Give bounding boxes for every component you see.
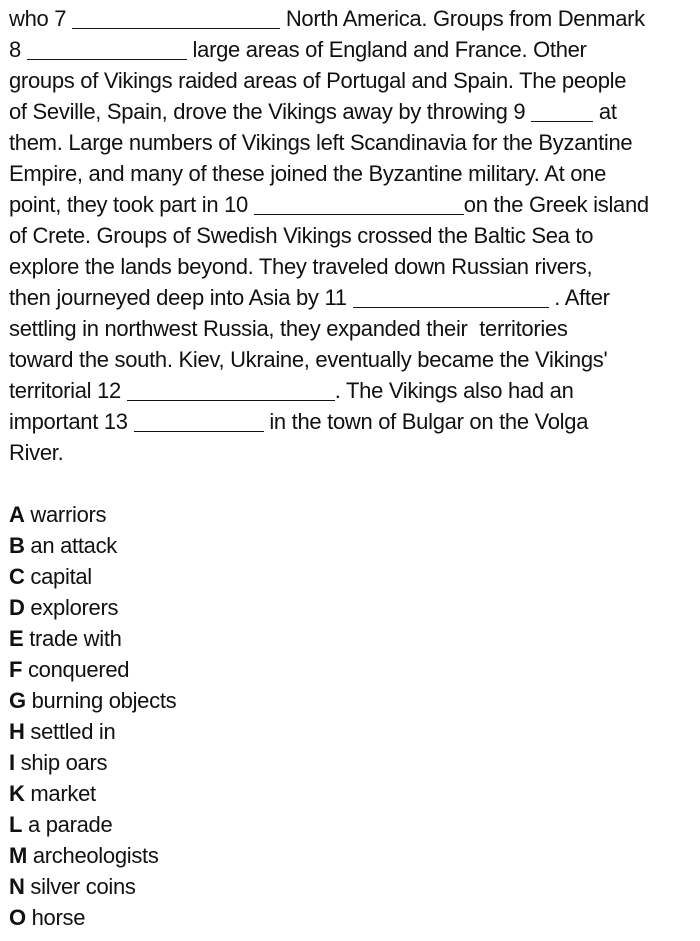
- line-text: River.: [9, 440, 64, 465]
- option-letter: B: [9, 533, 25, 558]
- line-text: North America. Groups from Denmark: [280, 6, 645, 31]
- option-text: ship oars: [20, 750, 108, 775]
- line-text: of Seville, Spain, drove the Vikings away by throwing 9: [9, 99, 532, 124]
- passage-line: [9, 189, 697, 220]
- option-text: explorers: [30, 595, 119, 620]
- passage-line: [9, 406, 697, 437]
- line-text: important 13: [9, 409, 134, 434]
- passage-line: [9, 375, 697, 406]
- option-letter: I: [9, 750, 15, 775]
- option-text: settled in: [30, 719, 116, 744]
- option-item: [9, 623, 697, 654]
- passage-line: [9, 96, 697, 127]
- line-text: Empire, and many of these joined the Byzantine military. At one: [9, 161, 607, 186]
- line-text: point, they took part in 10: [9, 192, 254, 217]
- option-letter: N: [9, 874, 25, 899]
- line-text: 8: [9, 37, 27, 62]
- worksheet: [9, 3, 697, 933]
- line-text: large areas of England and France. Other: [186, 37, 587, 62]
- answer-blank[interactable]: [72, 6, 280, 29]
- option-letter: C: [9, 564, 25, 589]
- answer-blank[interactable]: [134, 409, 264, 432]
- passage-line: [9, 65, 697, 96]
- option-item: [9, 871, 697, 902]
- answer-blank[interactable]: [27, 37, 187, 60]
- option-text: burning objects: [31, 688, 177, 713]
- option-item: [9, 592, 697, 623]
- line-text: toward the south. Kiev, Ukraine, eventually became the Vikings': [9, 347, 608, 372]
- option-letter: E: [9, 626, 24, 651]
- option-text: archeologists: [32, 843, 159, 868]
- answer-blank[interactable]: [531, 99, 593, 122]
- option-letter: O: [9, 905, 26, 930]
- option-item: [9, 716, 697, 747]
- options-list: [9, 499, 697, 933]
- option-letter: M: [9, 843, 28, 868]
- option-letter: H: [9, 719, 25, 744]
- option-letter: F: [9, 657, 23, 682]
- option-item: [9, 654, 697, 685]
- option-item: [9, 499, 697, 530]
- option-item: [9, 685, 697, 716]
- option-text: silver coins: [30, 874, 136, 899]
- passage-line: [9, 282, 697, 313]
- passage: [9, 3, 697, 468]
- option-text: horse: [31, 905, 86, 930]
- option-item: [9, 809, 697, 840]
- passage-line: [9, 344, 697, 375]
- passage-line: [9, 34, 697, 65]
- option-item: [9, 747, 697, 778]
- option-letter: A: [9, 502, 25, 527]
- passage-line: [9, 437, 697, 468]
- option-text: warriors: [30, 502, 107, 527]
- passage-line: [9, 127, 697, 158]
- answer-blank[interactable]: [353, 285, 549, 308]
- line-text: . The Vikings also had an: [334, 378, 574, 403]
- line-text: at: [593, 99, 617, 124]
- passage-line: [9, 3, 697, 34]
- option-item: [9, 778, 697, 809]
- line-text: on the Greek island: [463, 192, 649, 217]
- option-text: conquered: [27, 657, 130, 682]
- line-text: settling in northwest Russia, they expanded their territories: [9, 316, 568, 341]
- passage-line: [9, 251, 697, 282]
- option-text: an attack: [30, 533, 117, 558]
- line-text: them. Large numbers of Vikings left Scandinavia for the Byzantine: [9, 130, 633, 155]
- option-letter: K: [9, 781, 25, 806]
- answer-blank[interactable]: [254, 192, 464, 215]
- line-text: territorial 12: [9, 378, 127, 403]
- option-text: a parade: [27, 812, 113, 837]
- option-text: capital: [30, 564, 92, 589]
- line-text: in the town of Bulgar on the Volga: [263, 409, 589, 434]
- line-text: explore the lands beyond. They traveled down Russian rivers,: [9, 254, 593, 279]
- option-letter: L: [9, 812, 23, 837]
- option-item: [9, 561, 697, 592]
- line-text: of Crete. Groups of Swedish Vikings crossed the Baltic Sea to: [9, 223, 594, 248]
- line-text: . After: [548, 285, 610, 310]
- answer-blank[interactable]: [127, 378, 335, 401]
- passage-line: [9, 220, 697, 251]
- option-item: [9, 902, 697, 933]
- option-item: [9, 530, 697, 561]
- line-text: then journeyed deep into Asia by 11: [9, 285, 353, 310]
- passage-line: [9, 158, 697, 189]
- option-text: market: [30, 781, 96, 806]
- option-item: [9, 840, 697, 871]
- line-text: who 7: [9, 6, 73, 31]
- line-text: groups of Vikings raided areas of Portugal and Spain. The people: [9, 68, 627, 93]
- option-letter: D: [9, 595, 25, 620]
- passage-line: [9, 313, 697, 344]
- option-text: trade with: [29, 626, 122, 651]
- option-letter: G: [9, 688, 26, 713]
